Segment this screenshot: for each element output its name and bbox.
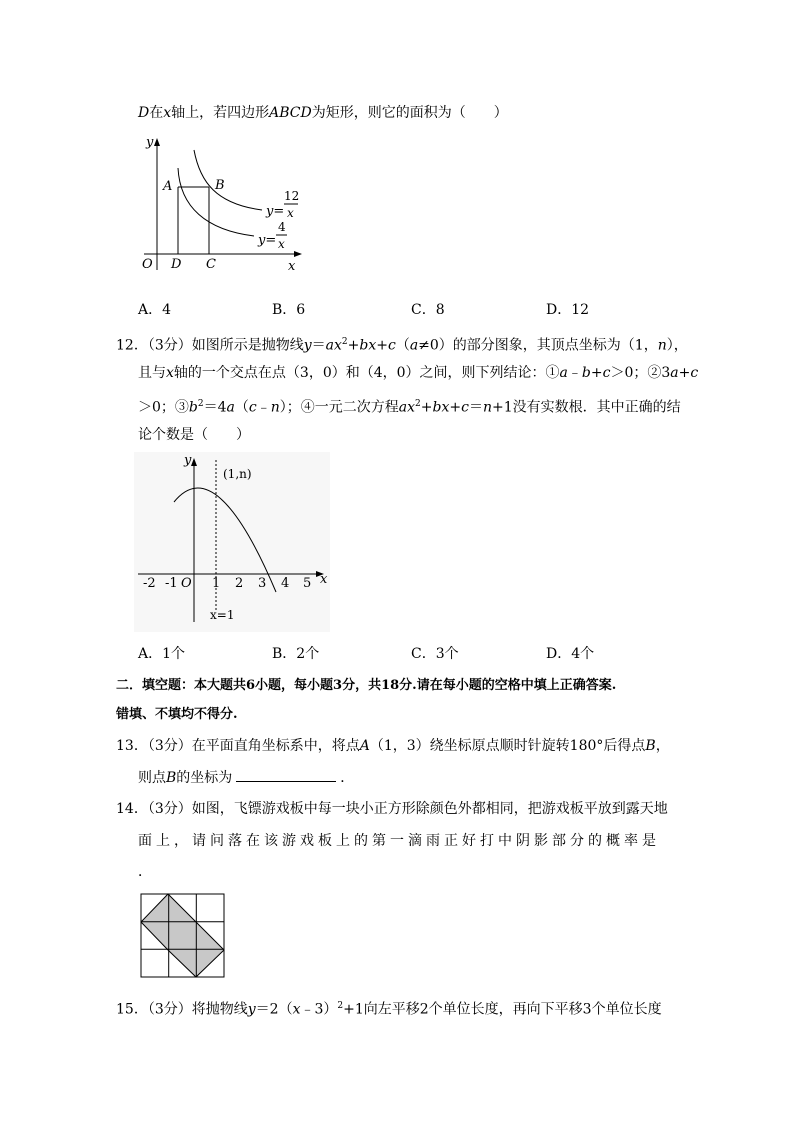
q12-tick-4: 4	[281, 576, 290, 591]
q11-curve1-den: x	[287, 206, 294, 220]
q13-line-1: 13．（3分）在平面直角坐标系中，将点A（1，3）绕坐标原点顺时针旋转180°后得点B，	[116, 738, 670, 754]
q11-axis-y-label: y	[146, 135, 154, 150]
q14-line-2: 面上，请问落在该游戏板上的第一滴雨正好打中阴影部分的概率是	[138, 833, 660, 849]
section-2-heading-line-1: 二．填空题：本大题共6小题，每小题3分，共18分.请在每小题的空格中填上正确答案.	[116, 678, 617, 693]
q12-line-4: 论个数是（ ）	[138, 427, 250, 443]
q11-figure	[136, 132, 306, 277]
q12-vertex-label: (1,n)	[223, 467, 252, 481]
q12-symmetry-label: x=1	[210, 608, 235, 622]
q14-shaded-region	[141, 894, 224, 977]
q14-line-3: ．	[138, 864, 152, 880]
q11-curve2-den: x	[278, 237, 285, 251]
q11-origin-label: O	[142, 257, 153, 272]
q12-line-3: ＞0；$③b^2=4a(c﹣n)$；④一元二次方程$ax^2+bx+c=n+1$没有实数根．其中正确的结	[138, 399, 681, 416]
q11-option-d: D．12	[546, 302, 590, 318]
q11-curve2-num: 4	[278, 220, 286, 234]
q11-curve1-num: 12	[284, 189, 300, 203]
q12-axis-y-label: y	[184, 453, 192, 468]
q11-option-b: B．6	[272, 302, 306, 318]
q12-tick-neg2: -2	[143, 576, 156, 591]
q11-curve1-label: y=	[266, 204, 285, 219]
q11-option-a: A．4	[138, 302, 172, 318]
q11-label-b: B	[215, 178, 225, 193]
q11-label-a: A	[163, 179, 173, 194]
q13-answer-blank[interactable]	[236, 767, 336, 782]
q12-tick-neg1: -1	[165, 576, 178, 591]
q12-tick-1: 1	[212, 576, 221, 591]
q11-axis-x-label: x	[288, 259, 296, 274]
q12-figure	[134, 452, 330, 632]
q12-axis-x-label: x	[320, 572, 328, 587]
q14-dartboard-figure	[140, 893, 226, 979]
q11-x-arrow	[294, 251, 302, 257]
q11-stem-tail: D在x轴上，若四边形ABCD为矩形，则它的面积为（ ）	[138, 105, 508, 121]
section-2-heading-line-2: 错填、不填均不得分.	[116, 707, 238, 722]
q11-curve-12-over-x	[194, 150, 262, 210]
q11-y-arrow	[154, 138, 160, 146]
q15-line-1: 15．（3分）将抛物线y＝2（x﹣3）$^2$+1向左平移2个单位长度，再向下平移3个单位长度	[116, 1001, 662, 1018]
q12-tick-2: 2	[235, 576, 244, 591]
q11-label-c: C	[206, 257, 216, 272]
q13-line-2: 则点B的坐标为 ．	[138, 767, 354, 788]
q11-label-d: D	[171, 257, 182, 272]
q11-curve2-label: y=	[258, 233, 277, 248]
q12-option-c: C．3个	[411, 646, 459, 662]
q12-option-b: B．2个	[272, 646, 320, 662]
q12-tick-5: 5	[303, 576, 312, 591]
q12-origin-label: O	[181, 576, 192, 591]
q14-line-1: 14．（3分）如图，飞镖游戏板中每一块小正方形除颜色外都相同，把游戏板平放到露天地	[116, 801, 668, 817]
q12-option-d: D．4个	[546, 646, 595, 662]
q12-line-1: 12．（3分）如图所示是抛物线$y=ax^2+bx+c(a\ne 0)$的部分图象，其顶点坐标为（1，n），	[116, 337, 688, 354]
q11-option-c: C．8	[411, 302, 445, 318]
q12-tick-3: 3	[258, 576, 267, 591]
q12-option-a: A．1个	[138, 646, 186, 662]
q12-line-2: 且与x轴的一个交点在点（3，0）和（4，0）之间，则下列结论：①a﹣b+c＞0；②3a+c	[138, 365, 699, 381]
